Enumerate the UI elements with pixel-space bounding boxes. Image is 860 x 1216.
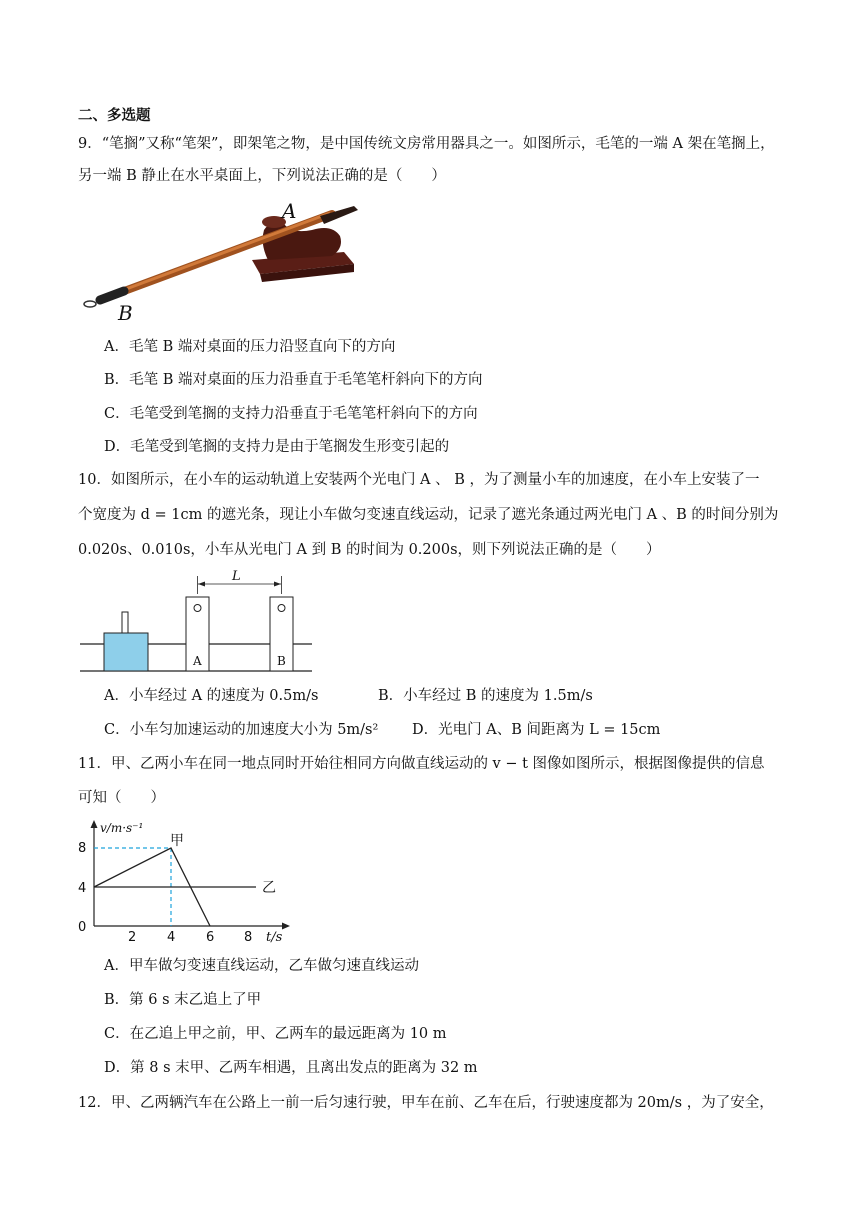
q9-label-a: A	[282, 200, 297, 223]
q10-option-a: A．小车经过 A 的速度为 0.5m/s	[104, 688, 319, 704]
q9-stem-line1: 9．“笔搁”又称“笔架”，即架笔之物，是中国传统文房常用器具之一。如图所示，毛笔的一端 A 架在笔搁上，	[78, 136, 775, 152]
q11-vt-graph	[76, 812, 296, 947]
q9-option-c: C．毛笔受到笔搁的支持力沿垂直于毛笔笔杆斜向下的方向	[104, 406, 478, 422]
q10-label-b: B	[277, 654, 286, 668]
q11-option-c: C．在乙追上甲之前，甲、乙两车的最远距离为 10 m	[104, 1026, 447, 1042]
q10-stem-line3: 0.020s、0.010s，小车从光电门 A 到 B 的时间为 0.200s，则下列说法正确的是（ ）	[78, 542, 661, 558]
q11-ytick-4: 4	[78, 881, 87, 896]
q10-stem-line2: 个宽度为 d = 1cm 的遮光条，现让小车做匀变速直线运动，记录了遮光条通过两光电门 A 、B 的时间分别为	[78, 507, 779, 523]
q11-stem-line2: 可知（ ）	[78, 790, 165, 806]
q12-stem-line1: 12．甲、乙两辆汽车在公路上一前一后匀速行驶，甲车在前、乙车在后，行驶速度都为 20m/s ，为了安全，	[78, 1095, 774, 1111]
q9-brush-figure	[82, 200, 367, 325]
q9-label-b: B	[118, 301, 133, 325]
q10-option-b: B．小车经过 B 的速度为 1.5m/s	[378, 688, 593, 704]
q10-option-c: C．小车匀加速运动的加速度大小为 5m/s²	[104, 722, 379, 738]
q11-ylabel: v/m·s⁻¹	[100, 821, 144, 835]
q10-track-figure	[80, 566, 315, 678]
q11-option-d: D．第 8 s 末甲、乙两车相遇，且离出发点的距离为 32 m	[104, 1060, 478, 1076]
q11-option-a: A．甲车做匀变速直线运动，乙车做匀速直线运动	[104, 958, 419, 974]
q9-option-a: A．毛笔 B 端对桌面的压力沿竖直向下的方向	[104, 339, 396, 355]
q11-stem-line1: 11．甲、乙两小车在同一地点同时开始往相同方向做直线运动的 v − t 图像如图所示，根据图像提供的信息	[78, 756, 765, 772]
q11-label-yi: 乙	[262, 880, 276, 896]
q10-label-a: A	[193, 654, 202, 668]
q11-xtick-4: 4	[167, 930, 176, 945]
q11-xlabel: t/s	[266, 930, 283, 945]
q9-option-b: B．毛笔 B 端对桌面的压力沿垂直于毛笔笔杆斜向下的方向	[104, 372, 483, 388]
q11-xtick-2: 2	[128, 930, 137, 945]
q11-ytick-0: 0	[78, 920, 87, 935]
q11-ytick-8: 8	[78, 841, 87, 856]
q10-stem-line1: 10．如图所示，在小车的运动轨道上安装两个光电门 A 、 B ，为了测量小车的加速度，在小车上安装了一	[78, 472, 760, 488]
q9-option-d: D．毛笔受到笔搁的支持力是由于笔搁发生形变引起的	[104, 439, 450, 455]
q11-xtick-6: 6	[206, 930, 215, 945]
q11-label-jia: 甲	[170, 833, 184, 849]
q11-option-b: B．第 6 s 末乙追上了甲	[104, 992, 262, 1008]
q9-stem-line2: 另一端 B 静止在水平桌面上，下列说法正确的是（ ）	[78, 168, 446, 184]
q10-label-l: L	[232, 569, 241, 584]
section-title: 二、多选题	[78, 107, 151, 124]
q11-xtick-8: 8	[244, 930, 253, 945]
q10-option-d: D．光电门 A、B 间距离为 L = 15cm	[412, 722, 661, 738]
